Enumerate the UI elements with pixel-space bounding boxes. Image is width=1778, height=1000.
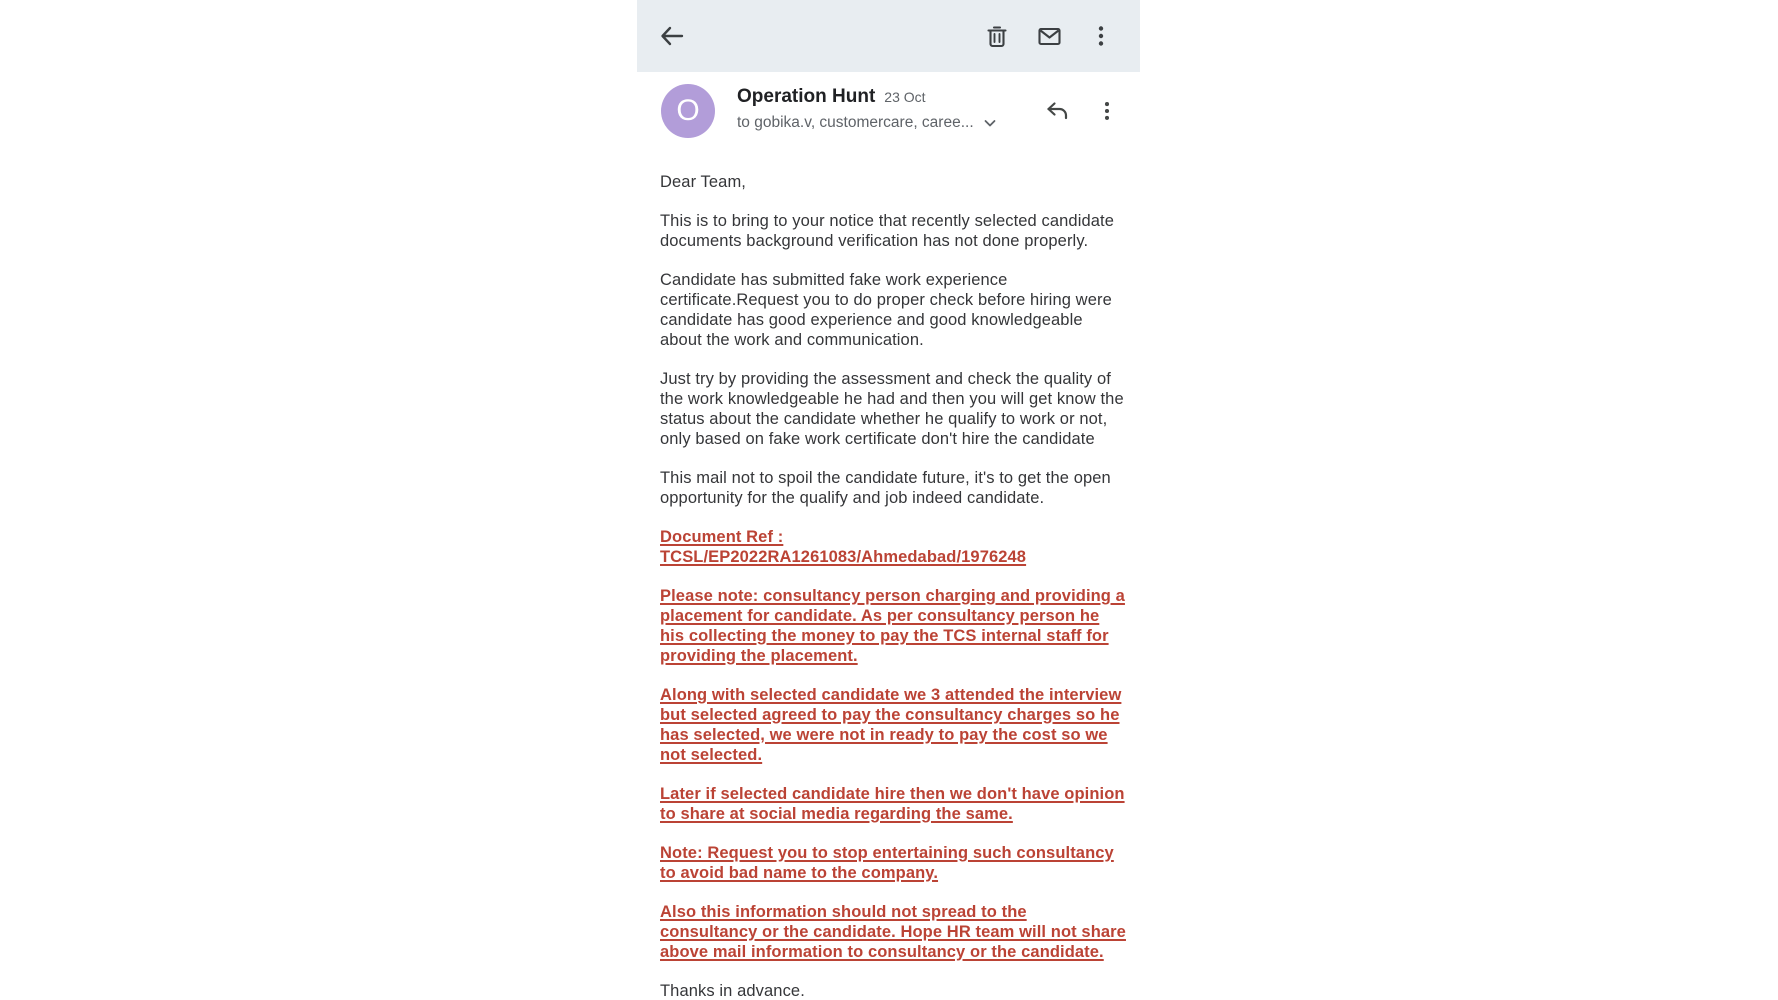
- trash-icon: [984, 23, 1010, 49]
- email-link-paragraph[interactable]: Along with selected candidate we 3 attended the interview but selected agreed to pay the consultancy charges so he has selected, we were not in ready to pay the cost so we not selected.: [660, 686, 1122, 764]
- recipients-text: to gobika.v, customercare, caree...: [737, 114, 974, 131]
- reply-button[interactable]: [1038, 92, 1076, 130]
- reply-icon: [1043, 97, 1071, 125]
- mark-unread-button[interactable]: [1030, 17, 1068, 55]
- email-app-view: [637, 0, 1140, 1000]
- message-overflow-button[interactable]: [1088, 92, 1126, 130]
- more-vert-icon: [1095, 99, 1119, 123]
- sender-avatar[interactable]: [661, 84, 715, 138]
- email-link-paragraph[interactable]: Document Ref : TCSL/EP2022RA1261083/Ahmedabad/1976248: [660, 528, 1027, 566]
- email-link-paragraph[interactable]: Later if selected candidate hire then we don't have opinion to share at social media regarding the same.: [660, 785, 1125, 823]
- email-paragraph: This mail not to spoil the candidate future, it's to get the open opportunity for the qualify and job indeed candidate.: [660, 469, 1111, 507]
- email-paragraph: Dear Team,: [660, 173, 746, 191]
- message-header: [637, 72, 1140, 138]
- email-link-paragraph[interactable]: Note: Request you to stop entertaining such consultancy to avoid bad name to the company.: [660, 844, 1114, 882]
- sender-name: Operation Hunt: [737, 86, 876, 107]
- sender-line: [737, 86, 1038, 108]
- chevron-down-icon: [982, 115, 998, 131]
- email-link-paragraph[interactable]: Also this information should not spread to the consultancy or the candidate. Hope HR team will not share above mail information to consultancy or the candidate.: [660, 903, 1126, 961]
- avatar-letter: O: [676, 94, 700, 127]
- recipients-row[interactable]: [737, 114, 1038, 132]
- sender-block: [737, 84, 1038, 132]
- email-paragraph: This is to bring to your notice that recently selected candidate documents background verification has not done properly.: [660, 212, 1114, 250]
- more-vert-icon: [1088, 23, 1114, 49]
- overflow-menu-button[interactable]: [1082, 17, 1120, 55]
- sent-date: 23 Oct: [884, 89, 926, 105]
- envelope-icon: [1036, 23, 1063, 50]
- email-paragraph: Candidate has submitted fake work experience certificate.Request you to do proper check before hiring were candidate has good experience and good knowledgeable about the work and communication.: [660, 271, 1112, 349]
- arrow-left-icon: [658, 22, 686, 50]
- email-paragraph: Just try by providing the assessment and check the quality of the work knowledgeable he had and then you will get know the status about the candidate whether he qualify to work or not, only based on fake work certificate don't hire the candidate: [660, 370, 1124, 448]
- email-link-paragraph[interactable]: Please note: consultancy person charging and providing a placement for candidate. As per consultancy person he his collecting the money to pay the TCS internal staff for providing the placement.: [660, 587, 1125, 665]
- email-paragraph: Thanks in advance.: [660, 982, 805, 1000]
- delete-button[interactable]: [978, 17, 1016, 55]
- app-bar: [637, 0, 1140, 72]
- email-body: [637, 138, 1140, 1000]
- message-actions: [1038, 84, 1126, 130]
- back-button[interactable]: [653, 17, 691, 55]
